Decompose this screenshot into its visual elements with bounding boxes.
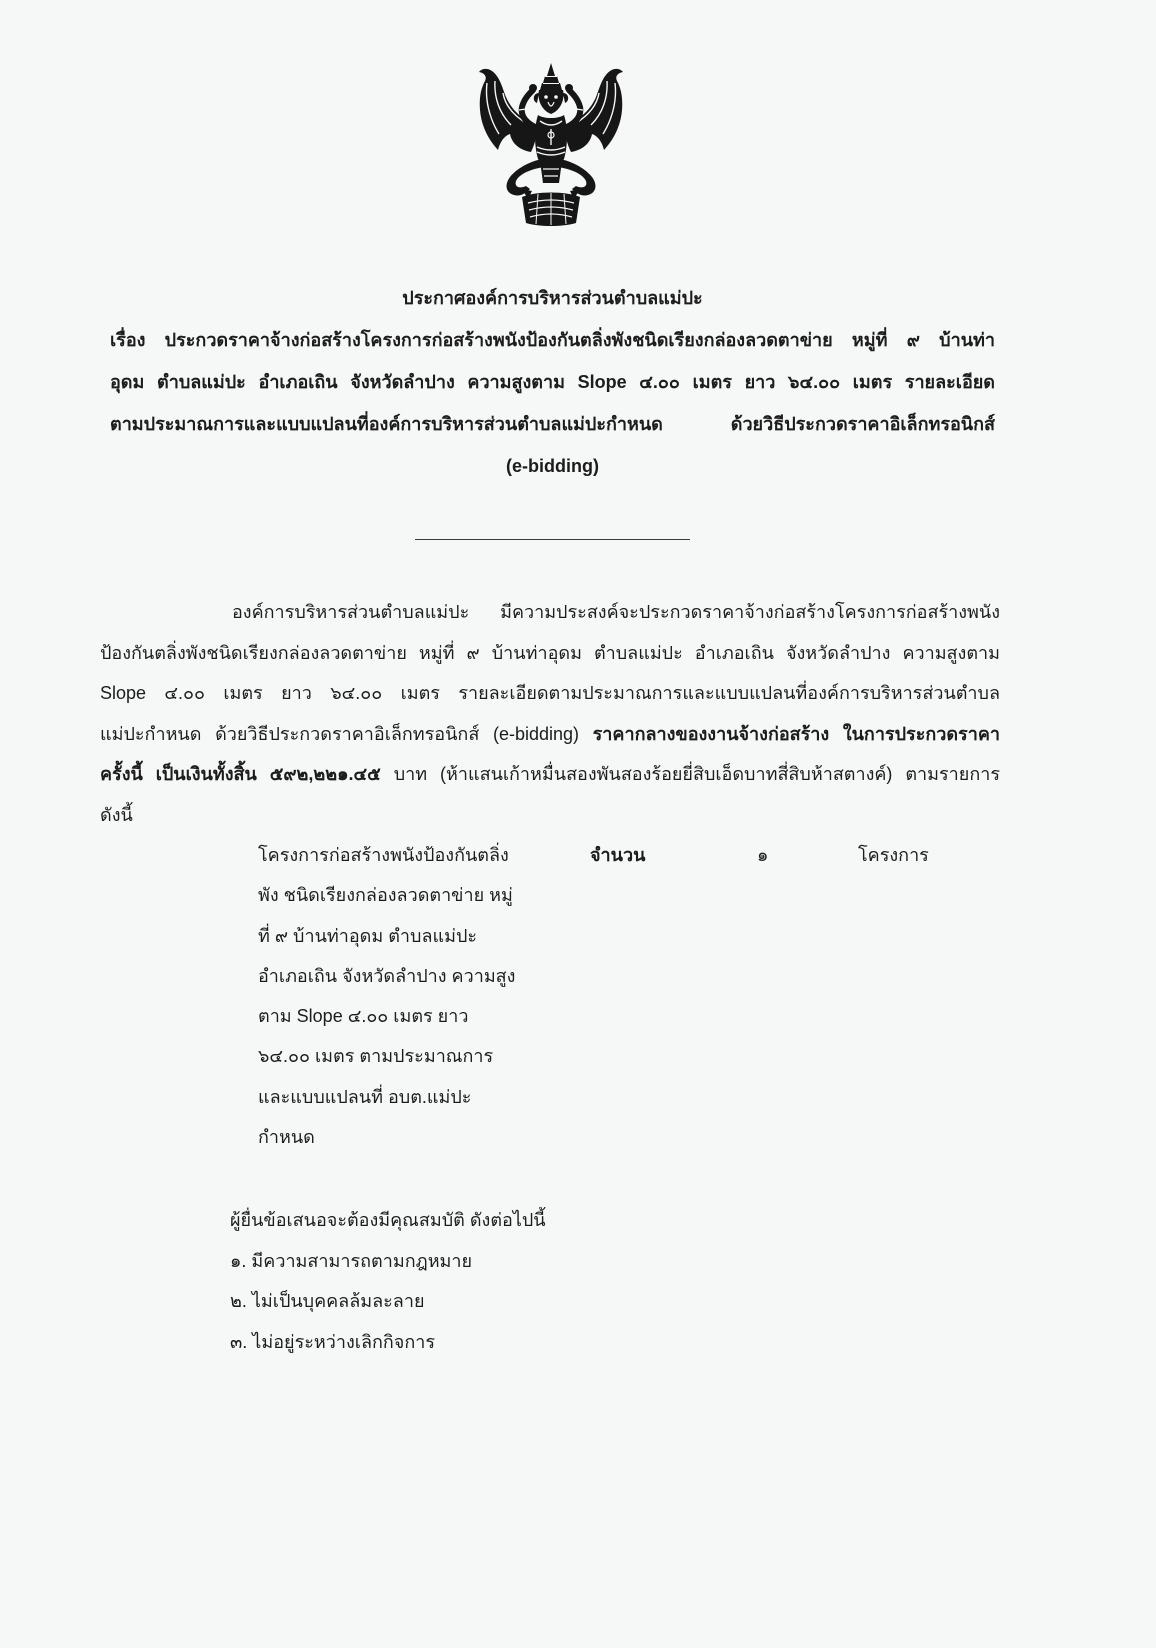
title-divider [415, 539, 690, 540]
body-closing: ดังนี้ [100, 804, 133, 825]
head [534, 90, 568, 114]
unit-label: โครงการ [858, 845, 929, 865]
quantity-value: ๑ [757, 845, 769, 865]
reference-price-amount: ครั้งนี้ เป็นเงินทั้งสิ้น ๕๙๒,๒๒๑.๔๕ [100, 764, 381, 785]
item-description-line: กำหนด [258, 1127, 315, 1148]
crown [540, 63, 562, 90]
body-line [100, 714, 1000, 755]
right-wing [564, 69, 623, 152]
quantity-label: จำนวน [590, 845, 646, 865]
qualifications-heading: ผู้ยื่นข้อเสนอจะต้องมีคุณสมบัติ ดังต่อไปนี้ [230, 1210, 546, 1230]
garuda-emblem-icon [476, 63, 626, 227]
qualification-item: ๓. ไม่อยู่ระหว่างเลิกกิจการ [230, 1331, 435, 1352]
torso [535, 115, 567, 165]
item-description-line: โครงการก่อสร้างพนังป้องกันตลิ่ง [258, 845, 509, 865]
body-line: Slope ๔.๐๐ เมตร ยาว ๖๔.๐๐ เมตร รายละเอียดตามประมาณการและแบบแปลนที่องค์การบริหารส่วนตำบล [100, 683, 1000, 704]
body-line: ป้องกันตลิ่งพังชนิดเรียงกล่องลวดตาข่าย หมู่ที่ ๙ บ้านท่าอุดม ตำบลแม่ปะ อำเภอเถิน จังหวัดลำปาง ความสูงตาม [100, 642, 1000, 663]
item-description-line: ตาม Slope ๔.๐๐ เมตร ยาว [258, 1006, 469, 1027]
item-description-line: พัง ชนิดเรียงกล่องลวดตาข่าย หมู่ [258, 885, 513, 906]
subject-line: ตามประมาณการและแบบแปลนที่องค์การบริหารส่วนตำบลแม่ปะกำหนด ด้วยวิธีประกวดราคาอิเล็กทรอนิกส์ [110, 414, 995, 434]
qualification-item: ๑. มีความสามารถตามกฎหมาย [230, 1250, 473, 1271]
subject-line: (e-bidding) [506, 456, 599, 476]
reference-price-words: บาท (ห้าแสนเก้าหมื่นสองพันสองร้อยยี่สิบเอ็ดบาทสี่สิบห้าสตางค์) ตามรายการ [393, 764, 1000, 785]
item-description-line: ๖๔.๐๐ เมตร ตามประมาณการ [258, 1046, 494, 1067]
announcement-title: ประกาศองค์การบริหารส่วนตำบลแม่ปะ [402, 288, 703, 308]
item-description-line: อำเภอเถิน จังหวัดลำปาง ความสูง [258, 965, 516, 986]
tail-base [522, 193, 580, 227]
qualification-item: ๒. ไม่เป็นบุคคลล้มละลาย [230, 1291, 425, 1311]
reference-price-lead: ราคากลางของงานจ้างก่อสร้าง ในการประกวดราคา [592, 723, 1000, 744]
announcement-header [110, 277, 995, 487]
body-line [100, 754, 1000, 795]
subject-line: อุดม ตำบลแม่ปะ อำเภอเถิน จังหวัดลำปาง ความสูงตาม Slope ๔.๐๐ เมตร ยาว ๖๔.๐๐ เมตร รายละเอียด [110, 372, 995, 392]
item-description-line: และแบบแปลนที่ อบต.แม่ปะ [258, 1086, 472, 1107]
left-wing [479, 69, 538, 152]
item-row [0, 835, 1156, 1165]
qualifications [230, 1200, 830, 1362]
subject-line: เรื่อง ประกวดราคาจ้างก่อสร้างโครงการก่อสร้างพนังป้องกันตลิ่งพังชนิดเรียงกล่องลวดตาข่าย หมู่ที่ ๙ บ้านท่า [110, 330, 995, 350]
item-description-line: ที่ ๙ บ้านท่าอุดม ตำบลแม่ปะ [258, 925, 478, 946]
body-line: องค์การบริหารส่วนตำบลแม่ปะ มีความประสงค์จะประกวดราคาจ้างก่อสร้างโครงการก่อสร้างพนัง [232, 602, 1000, 622]
item-description [258, 835, 543, 1157]
announcement-body [100, 592, 1000, 836]
garuda-emblem [476, 63, 626, 227]
method-text: แม่ปะกำหนด ด้วยวิธีประกวดราคาอิเล็กทรอนิกส์ (e-bidding) [100, 723, 579, 744]
